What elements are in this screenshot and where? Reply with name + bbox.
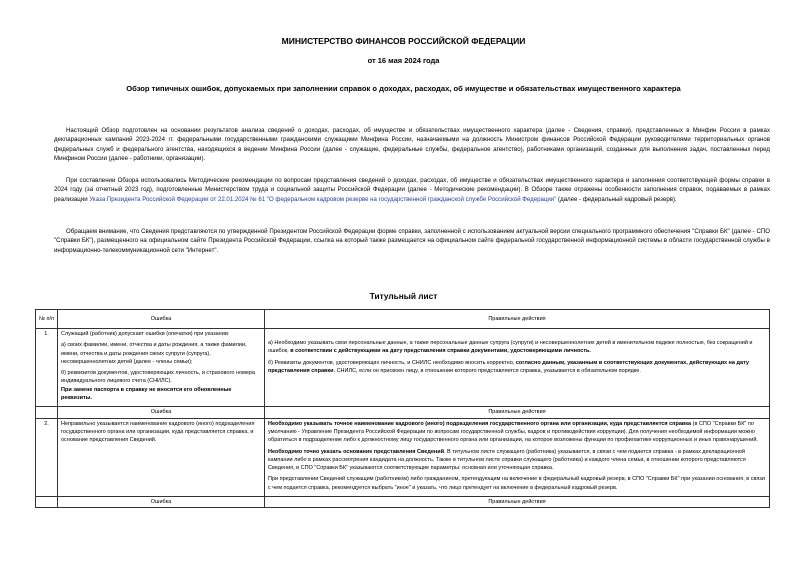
document-title: Обзор типичных ошибок, допускаемых при заполнении справок о доходах, расходах, об имуществе и обязательствах имущественного характера (126, 84, 681, 93)
error-cell: Неправильно указывается наименование кадрового (иного) подразделения государственного органа или организации, куда представляется справка, и основание представления Сведений. (58, 418, 265, 496)
action-a-emphasis: в соответствии с действующими на дату представления справки документами, удостоверяющими личность. (290, 348, 591, 355)
subheader-empty (36, 407, 58, 418)
subheader-row (36, 407, 770, 418)
error-cell (58, 329, 265, 407)
action-paragraph-2 (268, 448, 766, 473)
intro-paragraph-3: Обращаем внимание, что Сведения представляются по утвержденной Президентом Российской Федерации форме справки, заполненной с использованием актуальной версии специального программного обеспечения "Справки БК" (далее - СПО "Справки БК"), размещенного на официальном сайте Президента Российской Федерации, ссылка на который также размещается на официальном сайте федеральной государственной информационной системы в области государственной службы в информационно-телекоммуникационной сети "Интернет". (54, 228, 770, 254)
action-cell (265, 329, 770, 407)
action-1-text: (в СПО "Справки БК" по умолчанию - Управление Президента Российской Федерации по вопросам государственной службы, кадров и противодействия коррупции). Для получения необходимой информации можно обратиться в подразделение либо к должностному лицу государственного органа или организации, на которое возложены функции по профилактике коррупционных и иных правонарушений. (268, 420, 758, 444)
action-item-b (268, 359, 766, 376)
table-row (36, 329, 770, 407)
action-cell (265, 418, 770, 496)
subheader-action: Правильные действия (265, 407, 770, 418)
action-2-emphasis: Необходимо точно указать основание представления Сведений (268, 448, 444, 455)
intro-paragraph-1: Настоящий Обзор подготовлен на основании результатов анализа сведений о доходах, расходах, об имуществе и обязательствах имущественного характера (далее - Сведения, справки), представленных в Минфин России в рамках декларационных кампаний 2023-2024 гг. федеральными государственными гражданскими служащими Минфина России, назначаемыми на должность Министром финансов Российской Федерации руководителями территориальных органов федеральных служб и федерального агентства, находящихся в ведении Минфина России (далее - служащие, федеральные службы, федеральное агентство), работниками организаций, созданных для выполнения задач, поставленных перед Минфином России (далее - работники, организации). (54, 127, 770, 163)
decree-link[interactable]: Указа Президента Российской Федерации от 22.01.2024 № 61 "О федеральном кадровом резерве на государственной гражданской службе Российской Федерации" (89, 195, 557, 203)
subheader-error: Ошибка (58, 497, 265, 508)
action-1-emphasis: Необходимо указывать точное наименование кадрового (иного) подразделения государственного органа или организации, куда представляется справка (268, 420, 692, 427)
header-number: № п/п (36, 310, 58, 329)
row-number: 2. (36, 418, 58, 496)
intro-paragraph-2-text: При составлении Обзора использовались Методические рекомендации по вопросам представления сведений о доходах, расходах, об имуществе и обязательствах имущественного характера и заполнения соответствующей формы справки в 2024 году (за отчетный 2023 год), подготовленные Министерством труда и социальной защиты Российской Федерации (далее - Методические рекомендации). В Обзоре также отражены особенности заполнения справок, подаваемых в рамках реализации (54, 177, 770, 203)
header-action: Правильные действия (265, 310, 770, 329)
error-intro: Служащий (работник) допускает ошибки (опечатки) при указании: (61, 331, 230, 337)
action-paragraph-3: При представлении Сведений служащим (работником) либо гражданином, претендующим на включение в федеральный кадровый резерв, в СПО "Справки БК" при указании основания, в связи с чем подается справка, рекомендуется выбрать "иное" и указать, что лицо претендует на включение в федеральный кадровый резерв. (268, 476, 765, 491)
errors-table (35, 309, 770, 508)
subheader-empty (36, 497, 58, 508)
document-date: от 16 мая 2024 года (367, 56, 440, 65)
subheader-row (36, 497, 770, 508)
section-title: Титульный лист (369, 291, 438, 301)
error-item-b: б) реквизитов документов, удостоверяющих личность, и страхового номера индивидуального лицевого счета (СНИЛС). (61, 370, 255, 385)
action-a-text: а) Необходимо указывать свои персональные данные, а также персональные данные супруга (супруги) и несовершеннолетних детей в именительном падеже полностью, без сокращений и ошибок, (268, 340, 753, 355)
action-b-text: б) Реквизиты документов, удостоверяющих личность, и СНИЛС необходимо вносить корректно, (268, 359, 516, 366)
ministry-heading: МИНИСТЕРСТВО ФИНАНСОВ РОССИЙСКОЙ ФЕДЕРАЦИИ (281, 36, 526, 46)
action-item-a (268, 339, 766, 356)
subheader-error: Ошибка (58, 407, 265, 418)
intro-paragraph-2-tail: (далее - федеральный кадровый резерв). (556, 195, 677, 203)
error-note: При замене паспорта в справку не вносятся его обновленные реквизиты. (61, 386, 232, 402)
action-b-tail: . СНИЛС, если он присвоен лицу, в отношении которого представляется справка, указывается в обязательном порядке. (333, 367, 641, 374)
table-header-row (36, 310, 770, 329)
error-item-a: а) своих фамилии, имени, отчества и даты рождения, а также фамилии, имени, отчества и даты рождения своих супруги (супруга), несовершеннолетних детей (далее - члены семьи); (61, 342, 247, 365)
subheader-action: Правильные действия (265, 497, 770, 508)
intro-paragraph-2 (54, 176, 770, 204)
table-row (36, 418, 770, 496)
header-error: Ошибка (58, 310, 265, 329)
action-2-text: . В титульном листе служащего (работника) указывается, в связи с чем подается справка - в рамках декларационной кампании либо в рамках рассмотрения кандидата на должность. Также в титульном листе справки служащего (работника) и каждого члена семьи, в отношении которого представляются Сведения, в СПО "Справки БК" указываются соответствующие параметры: основная или уточняющая справка. (268, 448, 746, 472)
action-paragraph-1 (268, 420, 766, 445)
action-b-emphasis: согласно данным, указанным в соответствующих документах, действующих на дату представления справки (268, 359, 749, 374)
row-number: 1. (36, 329, 58, 407)
